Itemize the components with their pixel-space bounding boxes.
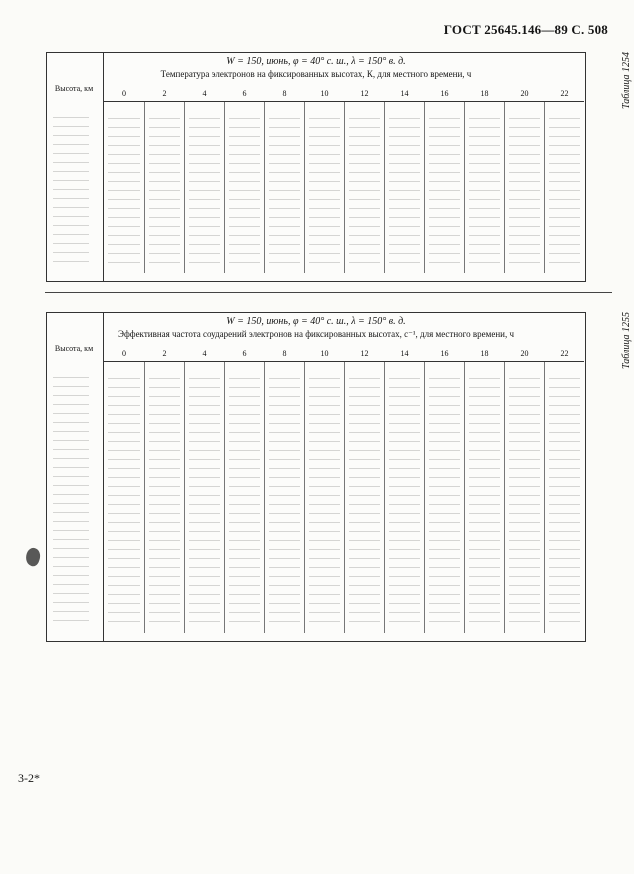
- time-column-8: [264, 89, 304, 273]
- time-header: 10: [320, 349, 329, 358]
- column-data-placeholder: [349, 370, 380, 625]
- time-header: 10: [320, 89, 329, 98]
- table-number: Таблица 1254: [621, 52, 632, 109]
- column-data-placeholder: [509, 370, 540, 625]
- column-data-placeholder: [108, 370, 140, 625]
- table-title: W = 150, июнь, φ = 40° с. ш., λ = 150° в. д.: [226, 56, 406, 67]
- time-column-8: [264, 349, 304, 633]
- time-header: 8: [282, 349, 287, 358]
- time-column-18: [464, 89, 504, 273]
- column-data-placeholder: [549, 110, 580, 265]
- time-header: 18: [480, 349, 489, 358]
- column-data-placeholder: [229, 370, 260, 625]
- time-column-20: [504, 89, 544, 273]
- column-data-placeholder: [509, 110, 540, 265]
- time-column-10: [304, 89, 344, 273]
- table-1254: [46, 52, 632, 282]
- time-header: 20: [520, 349, 529, 358]
- column-data-placeholder: [389, 370, 420, 625]
- time-header: 8: [282, 89, 287, 98]
- time-header: 16: [440, 349, 449, 358]
- column-data-placeholder: [429, 110, 460, 265]
- time-column-0: [104, 349, 144, 633]
- time-column-22: [544, 89, 584, 273]
- column-data-placeholder: [269, 110, 300, 265]
- time-column-2: [144, 89, 184, 273]
- data-grid: [104, 349, 584, 633]
- column-data-placeholder: [429, 370, 460, 625]
- table-frame: [46, 312, 586, 642]
- time-column-12: [344, 349, 384, 633]
- column-data-placeholder: [309, 110, 340, 265]
- time-header: 12: [360, 89, 369, 98]
- column-data-placeholder: [469, 110, 500, 265]
- time-header: 14: [400, 349, 409, 358]
- time-header: 4: [202, 349, 207, 358]
- time-column-2: [144, 349, 184, 633]
- column-data-placeholder: [309, 370, 340, 625]
- time-column-6: [224, 349, 264, 633]
- time-column-10: [304, 349, 344, 633]
- height-rows-placeholder: [53, 109, 89, 267]
- time-column-18: [464, 349, 504, 633]
- height-column: [47, 53, 104, 281]
- time-header: 14: [400, 89, 409, 98]
- column-data-placeholder: [189, 370, 220, 625]
- page-footer: 3-2*: [18, 771, 40, 785]
- column-data-placeholder: [549, 370, 580, 625]
- time-column-16: [424, 349, 464, 633]
- time-header: 6: [242, 349, 247, 358]
- time-header: 20: [520, 89, 529, 98]
- column-data-placeholder: [269, 370, 300, 625]
- page-header: ГОСТ 25645.146—89 С. 508: [443, 22, 608, 37]
- section-divider: [45, 292, 612, 293]
- column-data-placeholder: [469, 370, 500, 625]
- ink-blot: [24, 546, 43, 567]
- column-data-placeholder: [349, 110, 380, 265]
- column-data-placeholder: [108, 110, 140, 265]
- time-header: 2: [162, 349, 167, 358]
- time-header: 0: [122, 349, 126, 358]
- table-frame: [46, 52, 586, 282]
- time-column-14: [384, 349, 424, 633]
- table-number: Таблица 1255: [621, 312, 632, 369]
- time-header: 2: [162, 89, 167, 98]
- column-data-placeholder: [189, 110, 220, 265]
- time-header: 4: [202, 89, 207, 98]
- time-column-4: [184, 349, 224, 633]
- time-column-20: [504, 349, 544, 633]
- time-header: 18: [480, 89, 489, 98]
- data-grid: [104, 89, 584, 273]
- column-data-placeholder: [149, 110, 180, 265]
- table-subtitle: Эффективная частота соударений электронов на фиксированных высотах, с⁻¹, для местного времени, ч: [118, 329, 514, 339]
- time-column-22: [544, 349, 584, 633]
- table-1255: [46, 312, 632, 642]
- column-data-placeholder: [229, 110, 260, 265]
- height-column-header: Высота, км: [54, 84, 94, 93]
- height-column-header: Высота, км: [54, 344, 94, 353]
- height-rows-placeholder: [53, 369, 89, 627]
- time-header: 12: [360, 349, 369, 358]
- time-column-4: [184, 89, 224, 273]
- time-column-6: [224, 89, 264, 273]
- time-header: 22: [560, 349, 569, 358]
- table-title: W = 150, июнь, φ = 40° с. ш., λ = 150° в. д.: [226, 316, 406, 327]
- height-column: [47, 313, 104, 641]
- time-column-0: [104, 89, 144, 273]
- time-column-16: [424, 89, 464, 273]
- column-data-placeholder: [389, 110, 420, 265]
- table-subtitle: Температура электронов на фиксированных высотах, К, для местного времени, ч: [160, 69, 472, 79]
- time-header: 6: [242, 89, 247, 98]
- time-column-14: [384, 89, 424, 273]
- time-header: 16: [440, 89, 449, 98]
- time-header: 0: [122, 89, 126, 98]
- time-column-12: [344, 89, 384, 273]
- column-data-placeholder: [149, 370, 180, 625]
- time-header: 22: [560, 89, 569, 98]
